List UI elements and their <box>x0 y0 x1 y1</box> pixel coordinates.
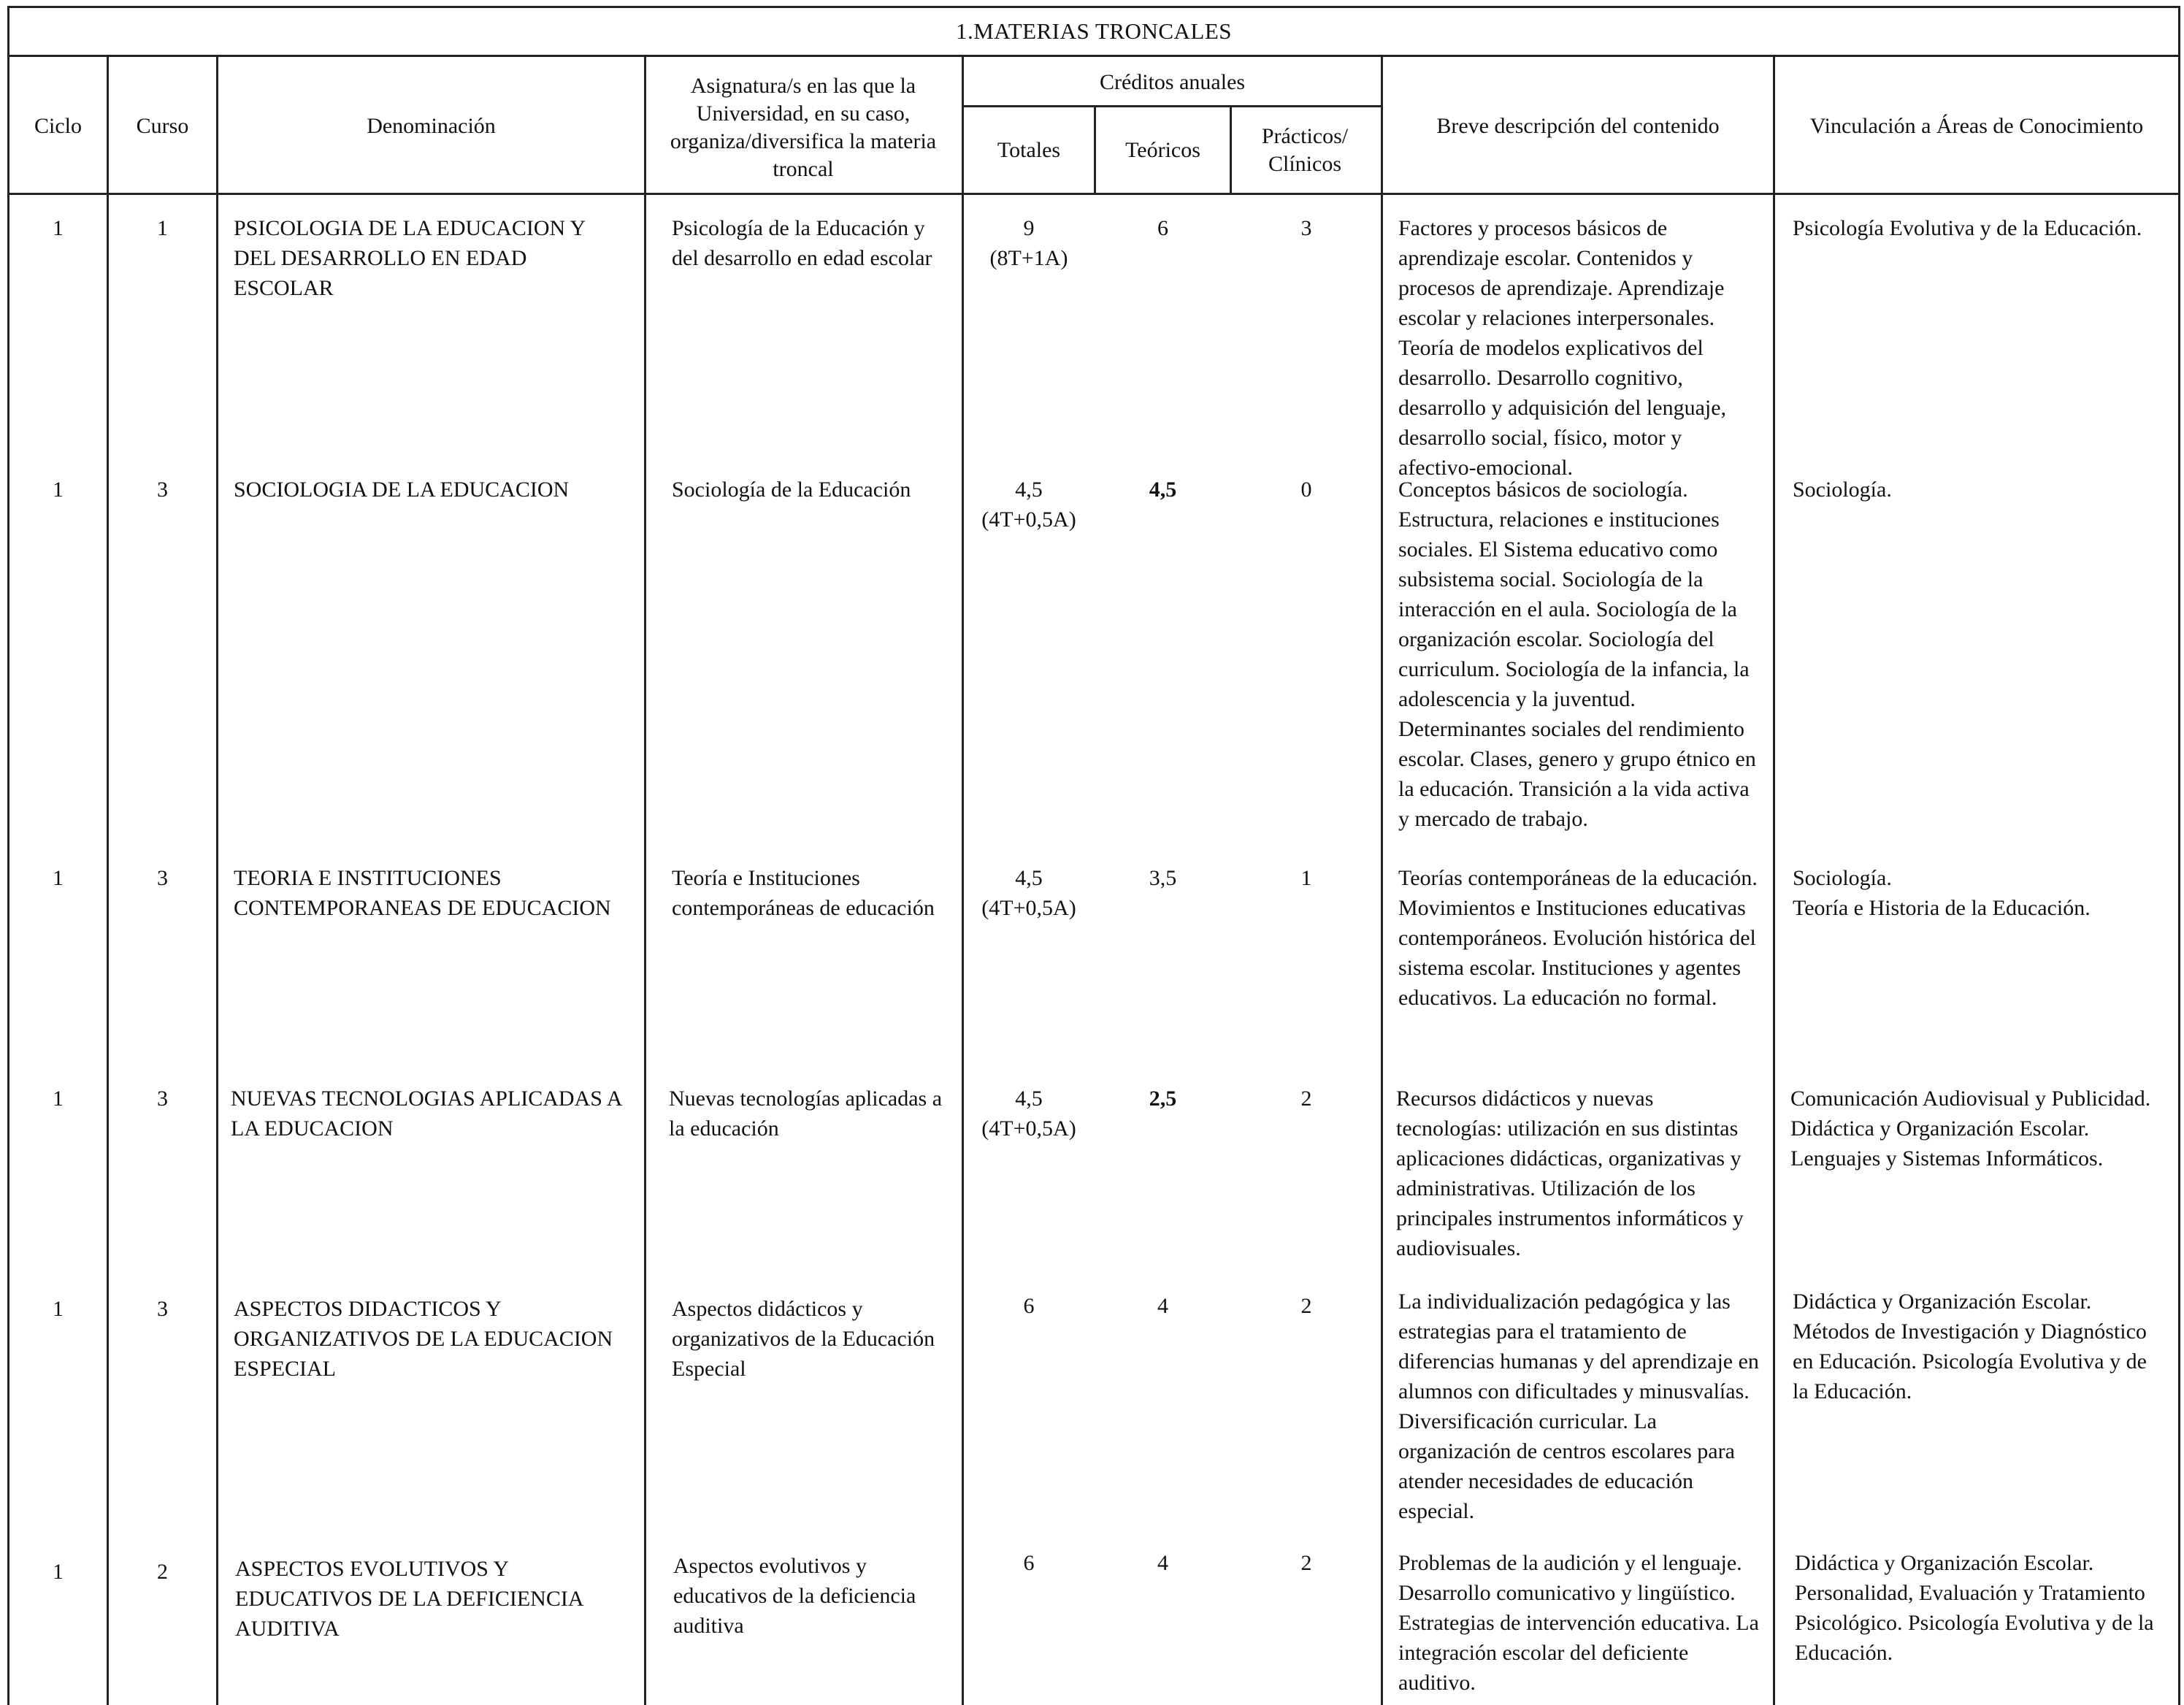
col-sep-practicos <box>1381 57 1383 1705</box>
cell-denominacion: ASPECTOS DIDACTICOS Y ORGANIZATIVOS DE LA EDUCACION ESPECIAL <box>234 1297 613 1381</box>
cell-practicos: 2 <box>1300 1294 1312 1318</box>
header-curso: Curso <box>136 113 189 138</box>
cell-descripcion: La individualización pedagógica y las estrategias para el tratamiento de diferencias humanas y del aprendizaje en alumnos con dificultades y minusvalías. Diversificación curricular. La organización de centros escolares para atender necesidades de educación especial. <box>1398 1290 1759 1523</box>
header-creditos: Créditos anuales <box>1099 69 1246 94</box>
cell-descripcion: Problemas de la audición y el lenguaje. Desarrollo comunicativo y lingüístico. Estrategias de intervención educativa. La integración escolar del deficiente auditivo. <box>1398 1551 1759 1695</box>
cell-descripcion: Factores y procesos básicos de aprendizaje escolar. Contenidos y procesos de aprendizaje. Aprendizaje escolar y relaciones interpersonales. Teoría de modelos explicativos del desarrollo. Desarrollo cognitivo, desarrollo y adquisición del lenguaje, desarrollo social, físico, motor y afectivo-emocional. <box>1398 216 1727 480</box>
cell-denominacion: TEORIA E INSTITUCIONES CONTEMPORANEAS DE EDUCACION <box>234 866 611 920</box>
cell-practicos: 2 <box>1300 1551 1312 1575</box>
header-ciclo: Ciclo <box>34 113 82 138</box>
cell-practicos: 0 <box>1300 478 1312 502</box>
cell-ciclo: 1 <box>53 1560 64 1584</box>
header-bottom-rule <box>7 193 2180 195</box>
cell-ciclo: 1 <box>53 1297 64 1321</box>
cell-denominacion: PSICOLOGIA DE LA EDUCACION Y DEL DESARROLLO EN EDAD ESCOLAR <box>234 216 586 300</box>
cell-practicos: 1 <box>1300 866 1312 890</box>
cell-curso: 1 <box>157 216 168 240</box>
cell-descripcion: Conceptos básicos de sociología. Estructura, relaciones e instituciones sociales. El Sistema educativo como subsistema social. Sociología de la interacción en el aula. Sociología de la organización escolar. Sociología del curriculum. Sociología de la infancia, la adolescencia y la juventud. Determinantes sociales del rendimiento escolar. Clases, genero y grupo étnico en la educación. Transición a la vida activa y mercado de trabajo. <box>1398 478 1756 831</box>
header-descripcion: Breve descripción del contenido <box>1436 113 1720 138</box>
cell-denominacion: SOCIOLOGIA DE LA EDUCACION <box>234 478 570 502</box>
cell-totales: 6 <box>1023 1551 1035 1575</box>
cell-ciclo: 1 <box>53 478 64 502</box>
cell-vinculacion: Didáctica y Organización Escolar. Métodos de Investigación y Diagnóstico en Educación. Psicología Evolutiva y de la Educación. <box>1793 1290 2147 1403</box>
cell-descripcion: Teorías contemporáneas de la educación. Movimientos e Instituciones educativas contemporáneos. Evolución histórica del sistema escolar. Instituciones y agentes educativos. La educación no formal. <box>1398 866 1758 1010</box>
header-totales: Totales <box>997 137 1061 162</box>
header-denominacion: Denominación <box>367 113 496 138</box>
cell-ciclo: 1 <box>53 1087 64 1111</box>
cell-asignatura: Nuevas tecnologías aplicadas a la educación <box>669 1087 943 1141</box>
cell-curso: 2 <box>157 1560 168 1584</box>
cell-curso: 3 <box>157 1087 168 1111</box>
cell-practicos: 2 <box>1300 1087 1312 1111</box>
cell-asignatura: Aspectos didácticos y organizativos de la Educación Especial <box>672 1297 935 1381</box>
col-sep-curso <box>216 57 218 1705</box>
header-vinculacion: Vinculación a Áreas de Conocimiento <box>1809 113 2144 138</box>
cell-totales: 9 (8T+1A) <box>989 216 1068 270</box>
cell-asignatura: Psicología de la Educación y del desarrollo en edad escolar <box>672 216 932 270</box>
cell-descripcion: Recursos didácticos y nuevas tecnologías: utilización en sus distintas aplicaciones didácticas, organizativas y administrativas. Utilización de los principales instrumentos informáticos y audiovisuales. <box>1396 1087 1744 1260</box>
cell-denominacion: NUEVAS TECNOLOGIAS APLICADAS A LA EDUCACION <box>231 1087 621 1141</box>
table-title: 1.MATERIAS TRONCALES <box>7 6 2180 57</box>
header-practicos: Prácticos/ Clínicos <box>1261 123 1349 176</box>
cell-ciclo: 1 <box>53 216 64 240</box>
cell-vinculacion: Psicología Evolutiva y de la Educación. <box>1793 216 2142 240</box>
cell-teoricos: 6 <box>1157 216 1168 240</box>
header-teoricos: Teóricos <box>1125 137 1200 162</box>
cell-vinculacion: Didáctica y Organización Escolar. Personalidad, Evaluación y Tratamiento Psicológico. Psicología Evolutiva y de la Educación. <box>1795 1551 2154 1665</box>
col-sep-teoricos <box>1230 105 1232 193</box>
col-sep-denominacion <box>644 57 646 1705</box>
cell-curso: 3 <box>157 1297 168 1321</box>
cell-totales: 4,5 (4T+0,5A) <box>981 478 1076 532</box>
col-sep-descripcion <box>1773 57 1775 1705</box>
cell-vinculacion: Sociología. Teoría e Historia de la Educación. <box>1793 866 2091 920</box>
cell-asignatura: Aspectos evolutivos y educativos de la deficiencia auditiva <box>673 1554 916 1638</box>
cell-totales: 6 <box>1023 1294 1035 1318</box>
cell-denominacion: ASPECTOS EVOLUTIVOS Y EDUCATIVOS DE LA DEFICIENCIA AUDITIVA <box>235 1557 583 1641</box>
cell-ciclo: 1 <box>53 866 64 890</box>
cell-curso: 3 <box>157 866 168 890</box>
cell-totales: 4,5 (4T+0,5A) <box>981 1087 1076 1141</box>
cell-practicos: 3 <box>1300 216 1312 240</box>
cell-teoricos: 4,5 <box>1149 478 1177 502</box>
cell-teoricos: 4 <box>1157 1551 1168 1575</box>
cell-asignatura: Sociología de la Educación <box>672 478 911 502</box>
cell-curso: 3 <box>157 478 168 502</box>
cell-asignatura: Teoría e Instituciones contemporáneas de educación <box>672 866 935 920</box>
cell-teoricos: 3,5 <box>1149 866 1177 890</box>
cell-totales: 4,5 (4T+0,5A) <box>981 866 1076 920</box>
cell-vinculacion: Sociología. <box>1793 478 1892 502</box>
cell-teoricos: 4 <box>1157 1294 1168 1318</box>
cell-teoricos: 2,5 <box>1149 1087 1177 1111</box>
header-asignatura: Asignatura/s en las que la Universidad, en su caso, organiza/diversifica la materia troncal <box>670 74 937 181</box>
cell-vinculacion: Comunicación Audiovisual y Publicidad. Didáctica y Organización Escolar. Lenguajes y Sistemas Informáticos. <box>1790 1087 2151 1170</box>
